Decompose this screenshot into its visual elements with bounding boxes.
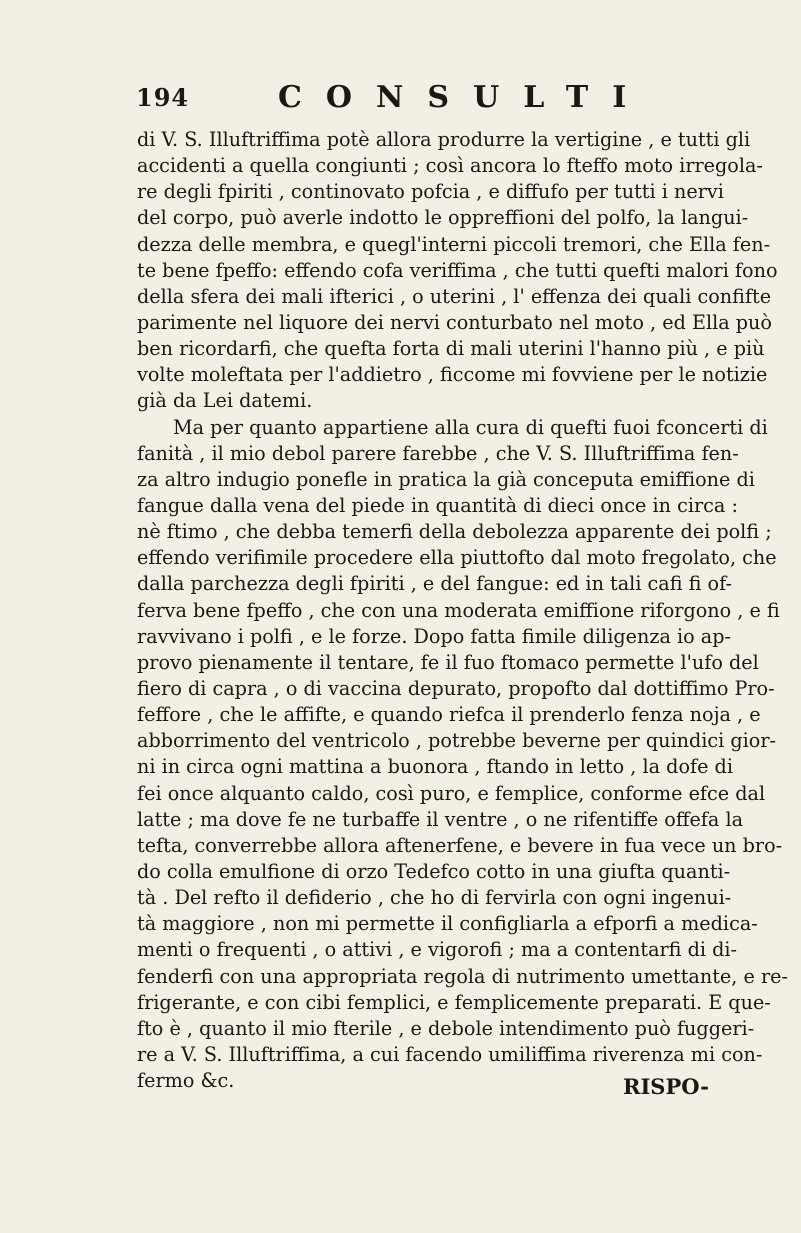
text-line: effendo verifimile procedere ella piuttofto dal moto fregolato, che: [137, 546, 777, 570]
text-line: nè ftimo , che debba temerfi della debolezza apparente dei polfi ;: [137, 520, 772, 544]
text-line: ravvivano i polfi , e le forze. Dopo fatta fimile diligenza io ap-: [137, 624, 731, 648]
catchword: RISPO-: [623, 1074, 710, 1099]
text-line: volte moleftata per l'addietro , ficcome mi fovviene per le notizie: [137, 363, 768, 387]
text-line: menti o frequenti , o attivi , e vigorofi ; ma a contentarfi di di-: [137, 938, 737, 962]
text-line: della sfera dei mali ifterici , o uterini , l' effenza dei quali confifte: [137, 284, 772, 308]
text-line: fanità , il mio debol parere farebbe , che V. S. Illuftriffima fen-: [137, 441, 739, 465]
text-line: ben ricordarfi, che quefta forta di mali uterini l'hanno più , e più: [137, 337, 765, 361]
text-line: do colla emulfione di orzo Tedefco cotto in una giufta quanti-: [137, 859, 731, 883]
page-number: 194: [136, 83, 190, 112]
text-line: accidenti a quella congiunti ; così ancora lo fteffo moto irregola-: [137, 154, 763, 178]
text-line: fermo &c.: [137, 1069, 235, 1093]
text-line: dalla parchezza degli fpiriti , e del fangue: ed in tali cafi fi of-: [137, 572, 732, 596]
text-line: tà maggiore , non mi permette il configliarla a efporfi a medica-: [137, 912, 758, 936]
text-line: fenderfi con una appropriata regola di nutrimento umettante, e re-: [137, 964, 788, 988]
text-line: tà . Del refto il defiderio , che ho di fervirla con ogni ingenui-: [137, 886, 732, 910]
text-line: Ma per quanto appartiene alla cura di quefti fuoi fconcerti di: [173, 415, 768, 439]
text-line: ferva bene fpeffo , che con una moderata emiffione riforgono , e fi: [137, 598, 780, 622]
text-line: te bene fpeffo: effendo cofa veriffima , che tutti quefti malori fono: [137, 258, 778, 282]
text-line: fto è , quanto il mio fterile , e debole intendimento può fuggeri-: [137, 1016, 755, 1040]
text-line: re a V. S. Illuftriffima, a cui facendo umiliffima riverenza mi con-: [137, 1042, 763, 1066]
text-line: di V. S. Illuftriffima potè allora produrre la vertigine , e tutti gli: [137, 128, 751, 151]
paragraph-2: [137, 415, 788, 1095]
text-line: fei once alquanto caldo, così puro, e femplice, conforme efce dal: [137, 781, 766, 805]
text-line: fangue dalla vena del piede in quantità di dieci once in circa :: [137, 493, 738, 517]
text-line: feffore , che le affifte, e quando riefca il prenderlo fenza noja , e: [137, 703, 761, 727]
body-text: [137, 127, 788, 1094]
text-line: tefta, converrebbe allora aftenerfene, e bevere in fua vece un bro-: [137, 833, 783, 857]
text-line: frigerante, e con cibi femplici, e femplicemente preparati. E que-: [137, 990, 771, 1014]
text-line: ni in circa ogni mattina a buonora , ftando in letto , la dofe di: [137, 755, 733, 779]
text-line: dezza delle membra, e quegl'interni piccoli tremori, che Ella fen-: [137, 232, 771, 256]
text-line: parimente nel liquore dei nervi conturbato nel moto , ed Ella può: [137, 310, 772, 334]
text-line: già da Lei datemi.: [137, 389, 313, 413]
text-line: provo pienamente il tentare, fe il fuo ftomaco permette l'ufo del: [137, 650, 759, 674]
text-line: fiero di capra , o di vaccina depurato, propofto dal dottiffimo Pro-: [137, 676, 775, 700]
paragraph-1: [137, 127, 778, 415]
text-line: latte ; ma dove fe ne turbaffe il ventre , o ne rifentiffe offefa la: [137, 807, 744, 831]
text-line: abborrimento del ventricolo , potrebbe beverne per quindici gior-: [137, 729, 777, 753]
text-line: re degli fpiriti , continovato pofcia , e diffufo per tutti i nervi: [137, 180, 724, 204]
running-head: CONSULTI: [278, 80, 651, 115]
text-line: del corpo, può averle indotto le oppreffioni del polfo, la langui-: [137, 206, 749, 230]
text-line: za altro indugio ponefle in pratica la già conceputa emiffione di: [137, 467, 755, 491]
